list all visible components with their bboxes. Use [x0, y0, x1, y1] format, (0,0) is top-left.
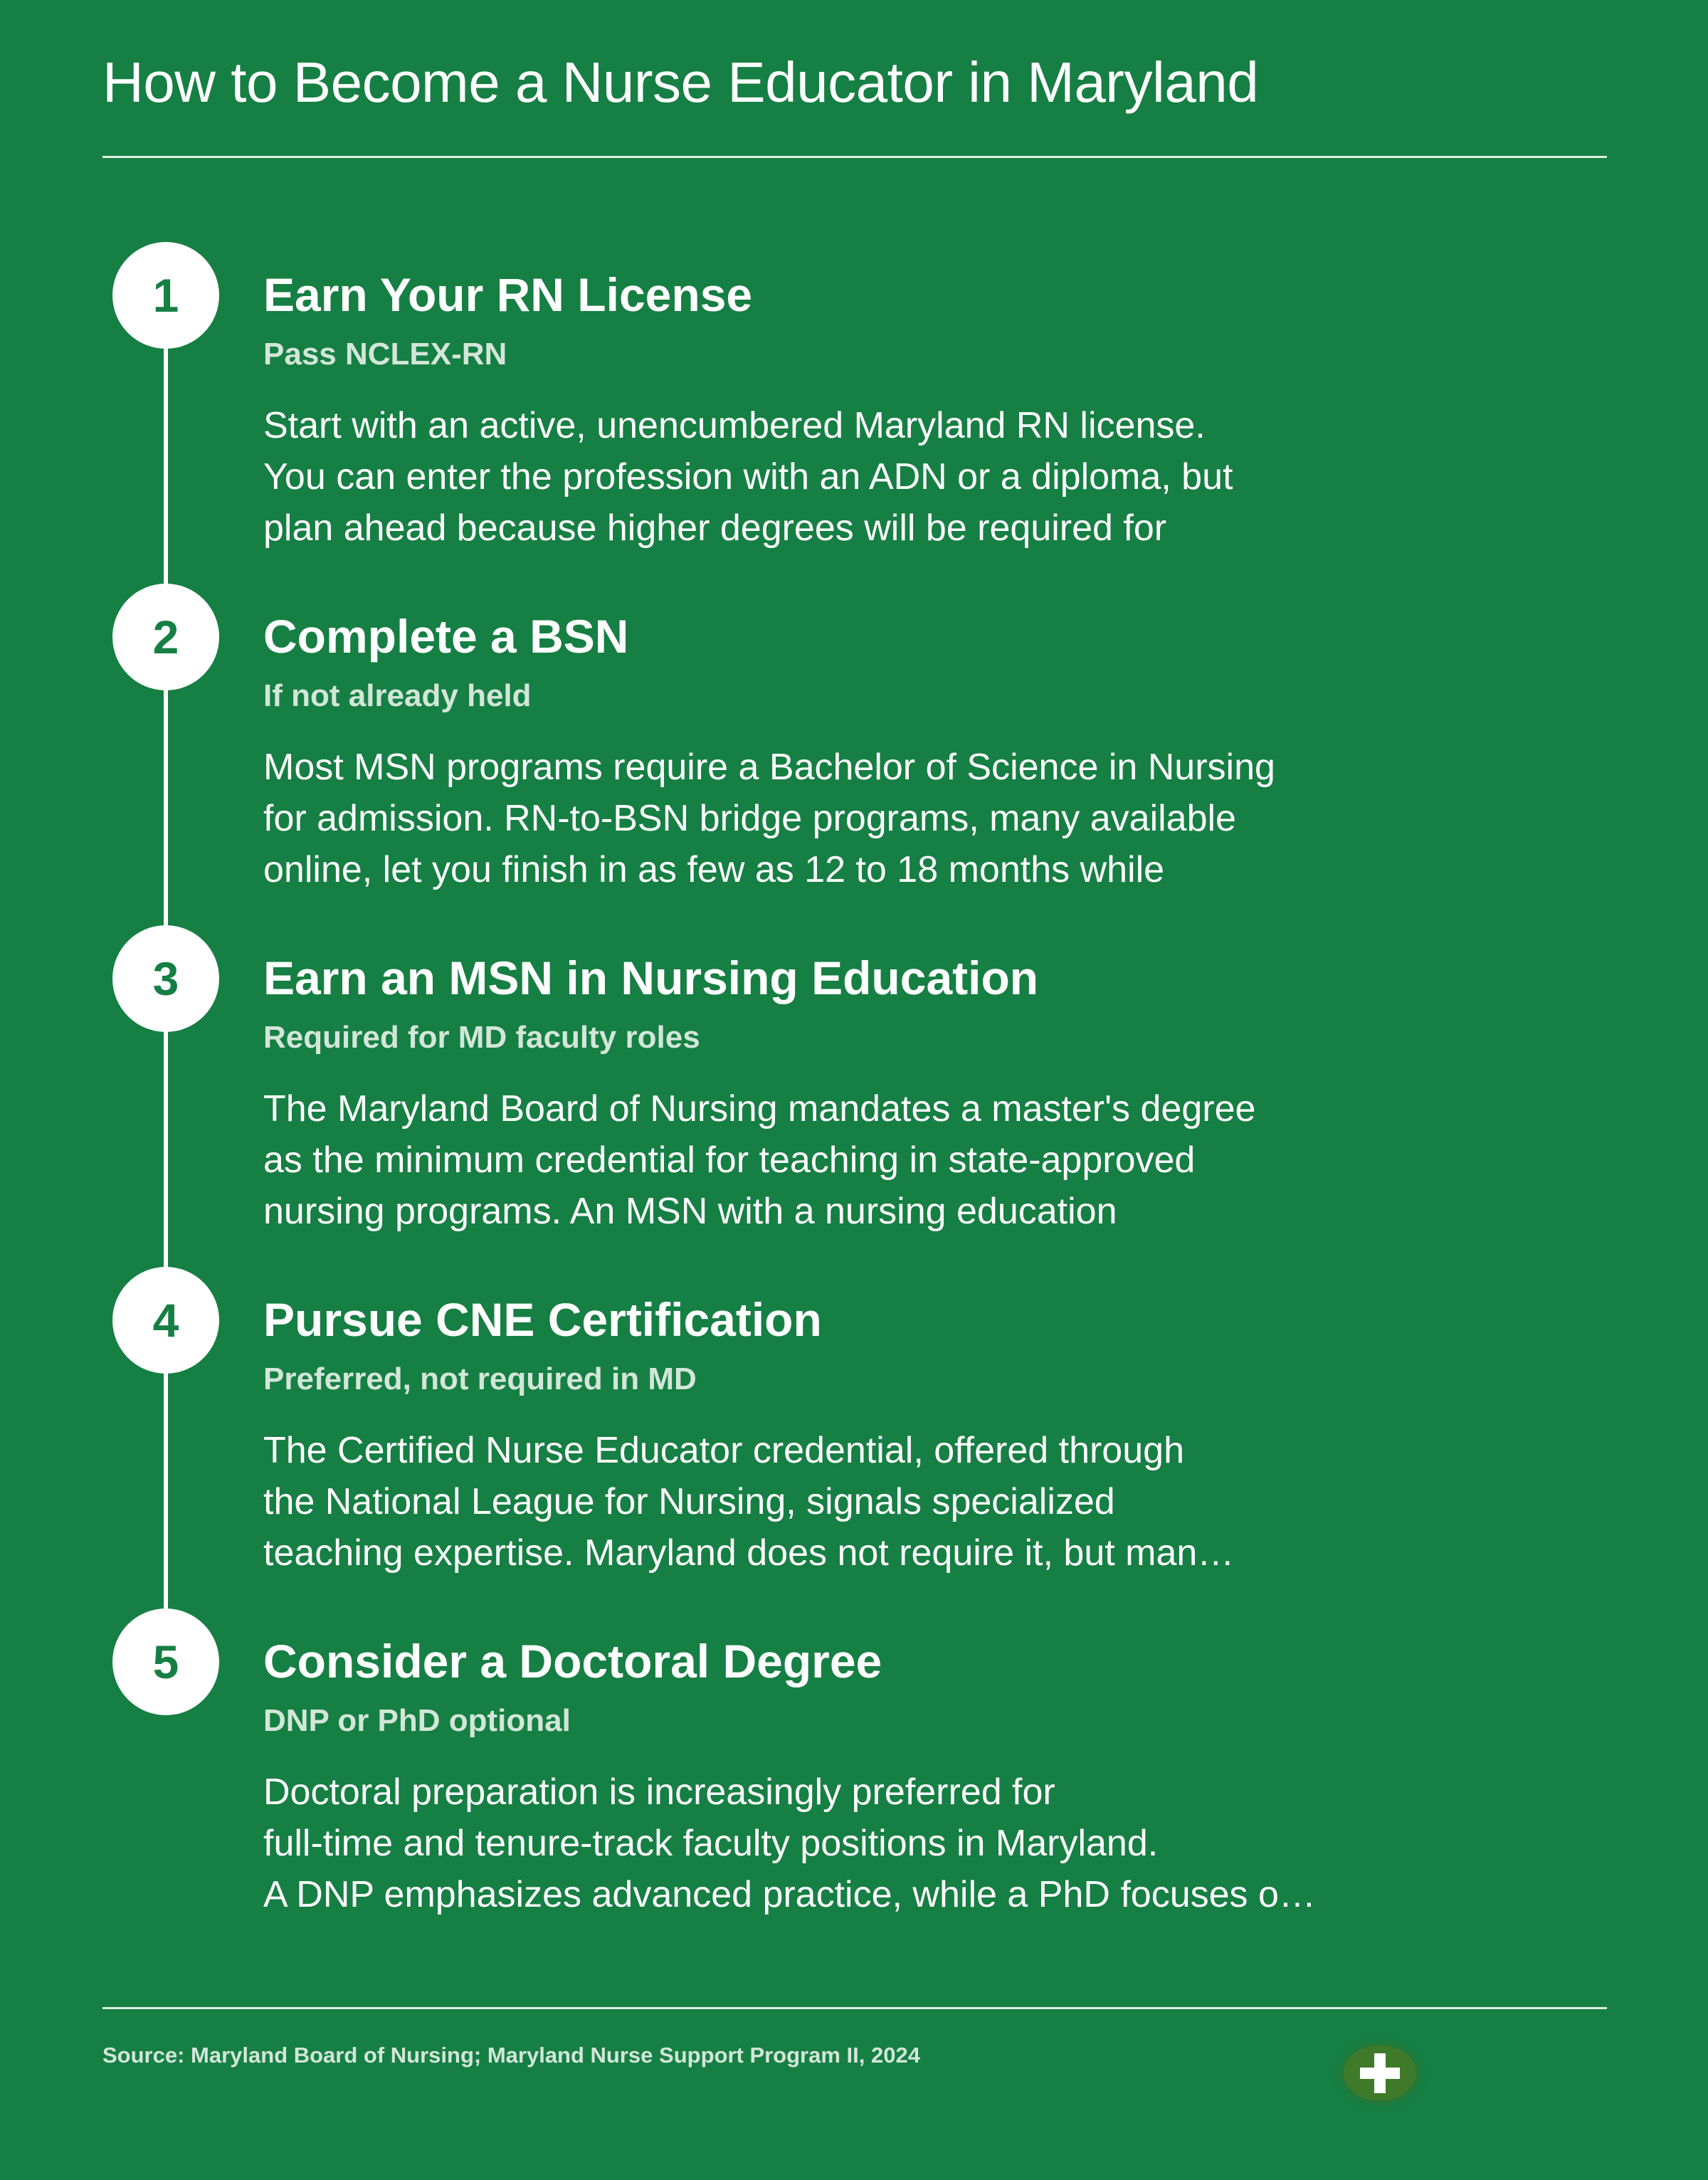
step-description-line: nursing programs. An MSN with a nursing education: [263, 1191, 1117, 1232]
step-description-line: as the minimum credential for teaching in state-approved: [263, 1139, 1196, 1181]
step-number-badge: 2: [112, 584, 219, 690]
cross-vertical-bar: [1374, 2053, 1386, 2093]
step-description: [263, 1425, 1438, 1579]
step-description-line: You can enter the profession with an ADN or a diploma, but: [263, 456, 1233, 497]
step-description-line: The Certified Nurse Educator credential, offered through: [263, 1430, 1184, 1471]
step-description-line: plan ahead because higher degrees will be required for: [263, 507, 1167, 549]
step-title: Pursue CNE Certification: [263, 1293, 822, 1346]
step-title: Consider a Doctoral Degree: [263, 1635, 882, 1687]
step-description-line: The Maryland Board of Nursing mandates a master's degree: [263, 1088, 1256, 1130]
source-note: Source: Maryland Board of Nursing; Maryland Nurse Support Program II, 2024: [102, 2043, 920, 2068]
step-title: Earn an MSN in Nursing Education: [263, 952, 1039, 1004]
step-subtitle: Pass NCLEX-RN: [263, 337, 507, 372]
step-description-line: teaching expertise. Maryland does not require it, but man…: [263, 1532, 1235, 1574]
footer-divider: [102, 2007, 1607, 2009]
step-subtitle: Preferred, not required in MD: [263, 1362, 697, 1396]
step-title: Complete a BSN: [263, 610, 629, 663]
step-description-line: online, let you finish in as few as 12 to 18 months while: [263, 849, 1165, 890]
step-description-line: Most MSN programs require a Bachelor of Science in Nursing: [263, 747, 1275, 788]
step-number-badge: 4: [112, 1267, 219, 1374]
step-description: [263, 400, 1438, 554]
step-number-badge: 1: [112, 242, 219, 349]
step-number-badge: 5: [112, 1608, 219, 1715]
step-subtitle: Required for MD faculty roles: [263, 1020, 700, 1055]
step-subtitle: DNP or PhD optional: [263, 1703, 571, 1738]
step-description: [263, 1083, 1438, 1237]
step-description: [263, 742, 1438, 895]
step-description-line: A DNP emphasizes advanced practice, while a PhD focuses o…: [263, 1874, 1316, 1915]
header-divider: [102, 156, 1607, 158]
step-number-badge: 3: [112, 925, 219, 1032]
step-description-line: for admission. RN-to-BSN bridge programs, many available: [263, 798, 1236, 839]
step-description: [263, 1766, 1438, 1920]
step-description-line: the National League for Nursing, signals specialized: [263, 1481, 1115, 1522]
medical-cross-icon: [1344, 2045, 1416, 2101]
step-subtitle: If not already held: [263, 678, 532, 713]
page-title: How to Become a Nurse Educator in Maryland: [102, 51, 1259, 114]
step-title: Earn Your RN License: [263, 268, 753, 321]
step-description-line: full-time and tenure-track faculty positions in Maryland.: [263, 1823, 1159, 1864]
step-description-line: Start with an active, unencumbered Maryland RN license.: [263, 405, 1206, 446]
step-description-line: Doctoral preparation is increasingly preferred for: [263, 1771, 1055, 1813]
